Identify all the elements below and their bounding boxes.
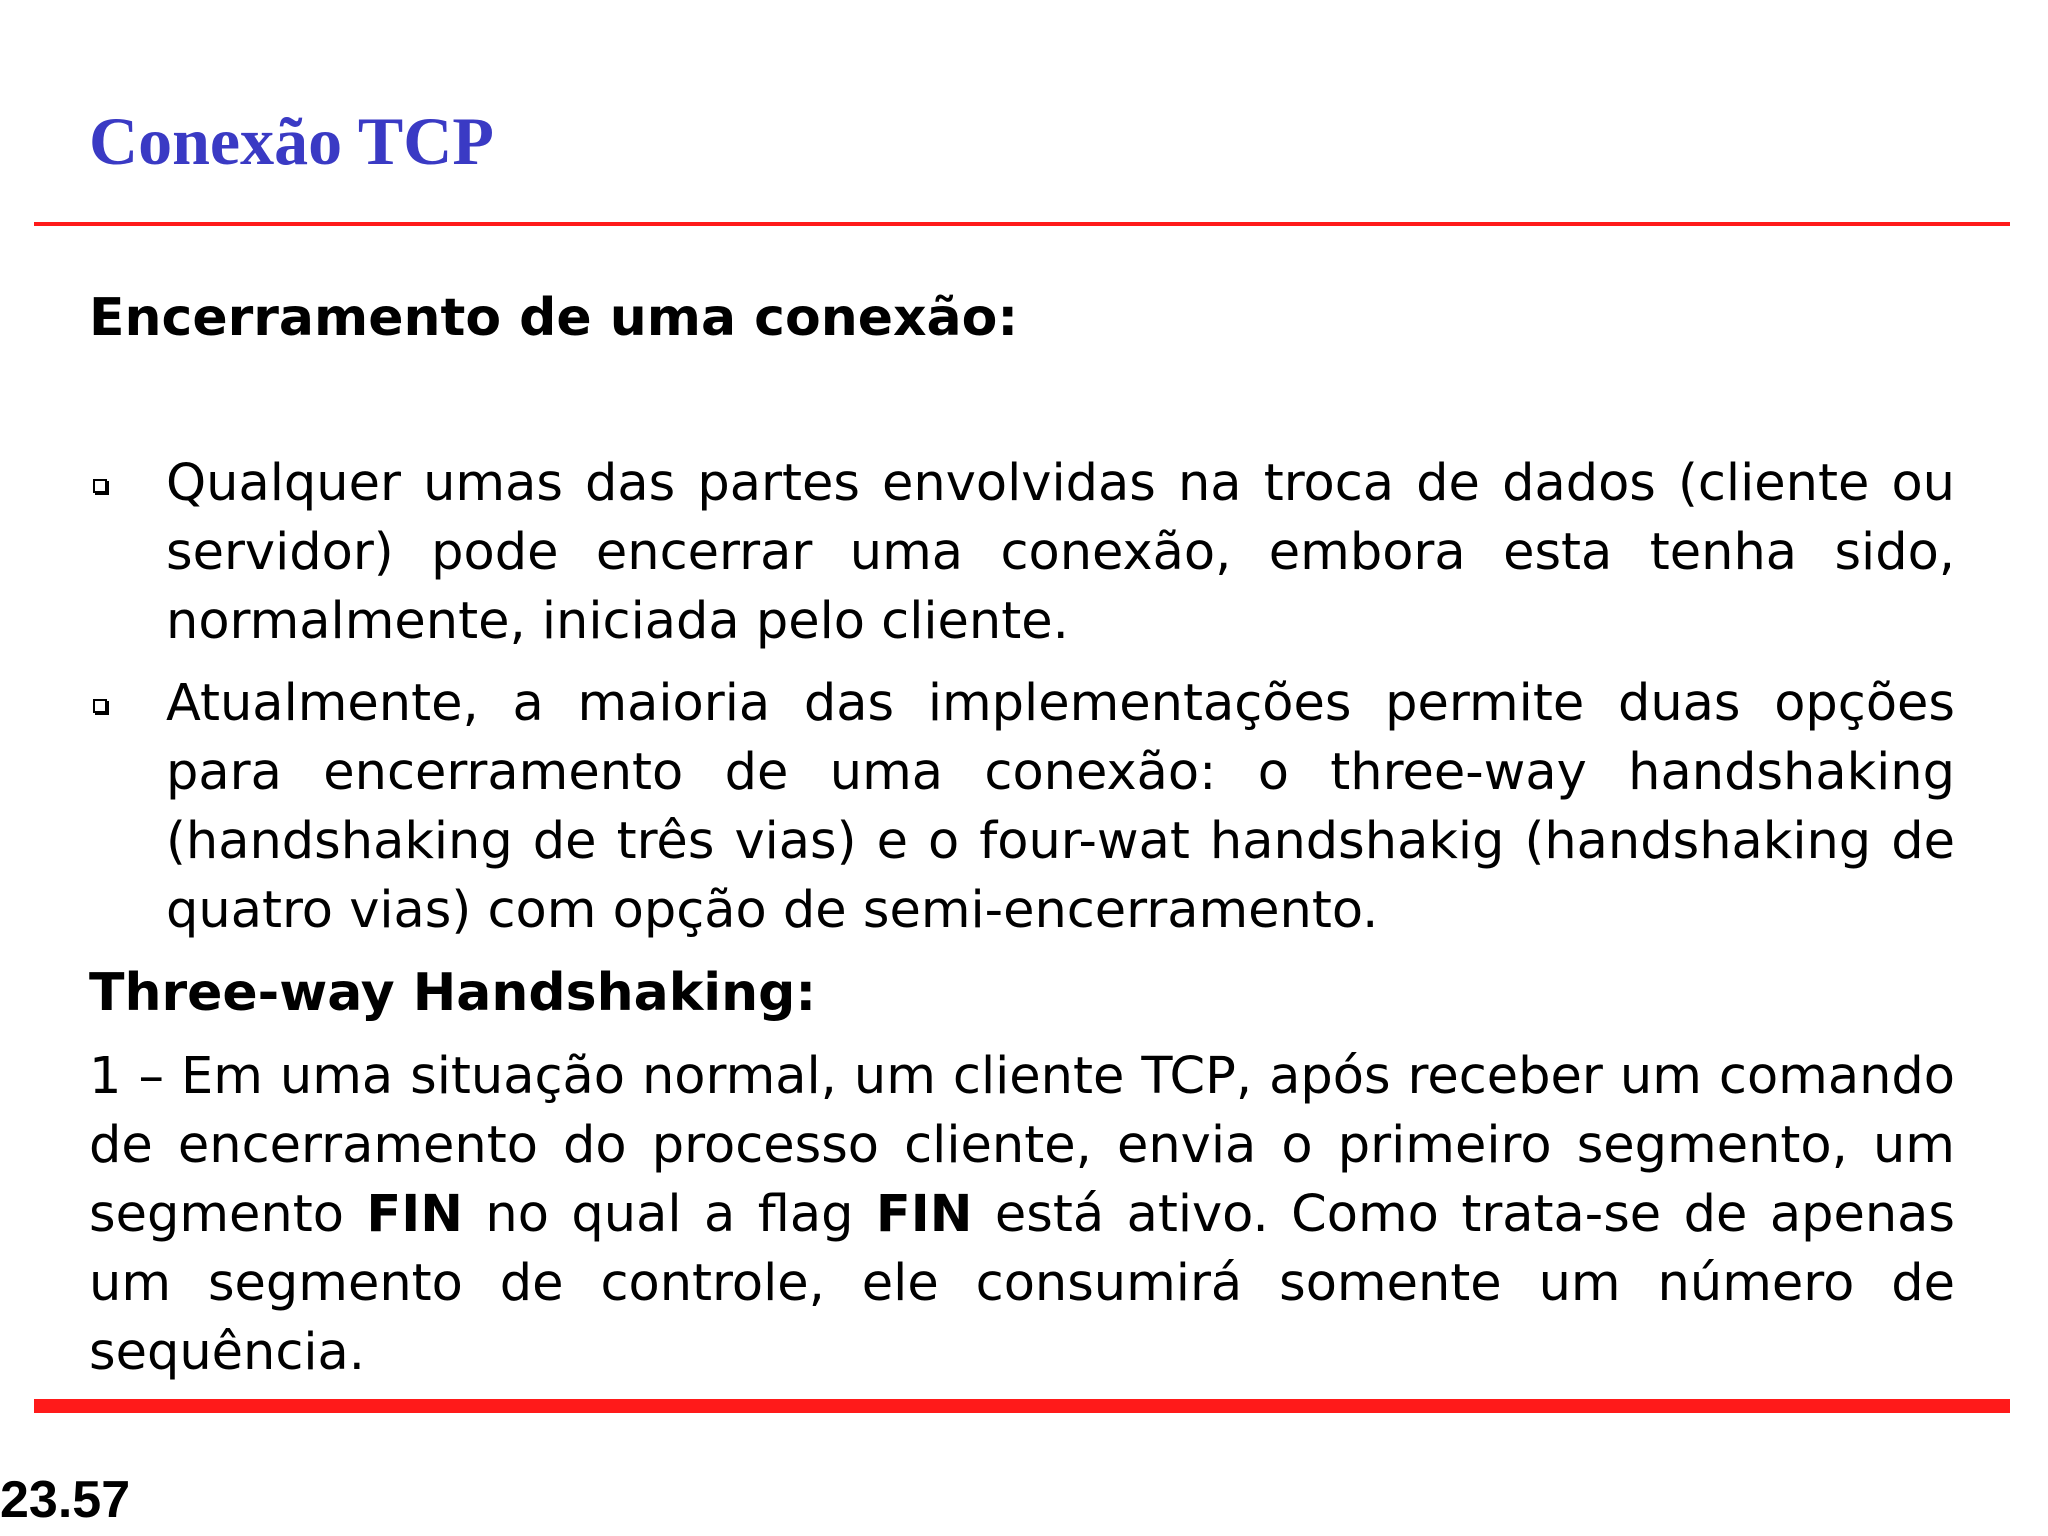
paragraph-text: no qual a flag [462,1185,876,1244]
bullet-text: Qualquer umas das partes envolvidas na troca de dados (cliente ou servidor) pode encerrar uma conexão, embora esta tenha sido, normalmente, iniciada pelo cliente. [166,454,1955,651]
list-item [89,669,1955,945]
slide-content [89,284,1955,1387]
slide-title: Conexão TCP [89,103,494,179]
hollow-square-bullet-icon [93,699,107,713]
bullet-list [89,449,1955,945]
bullet-text: Atualmente, a maioria das implementações permite duas opções para encerramento de uma conexão: o three-way handshaking (handshaking de três vias) e o four-wat handshakig (handshaking de quatro vias) com opção de semi-encerramento. [166,674,1955,940]
fin-keyword: FIN [366,1185,463,1244]
page-number: 23.57 [0,1471,131,1529]
list-item [89,449,1955,656]
paragraph-text: 1 – Em uma situação normal, um cliente TCP, após receber um comando de encerramento do processo cliente, envia o primeiro segmento, um segmento [89,1047,1955,1244]
title-divider [34,222,2010,226]
fin-keyword: FIN [875,1185,973,1244]
footer-divider [34,1399,2010,1413]
paragraph-text: está ativo. Como trata-se de apenas um segmento de controle, ele consumirá somente um número de sequência. [89,1185,1956,1382]
body-paragraph [89,1042,1955,1387]
section-heading-encerramento: Encerramento de uma conexão: [89,288,1019,348]
section-heading-three-way: Three-way Handshaking: [89,963,817,1023]
hollow-square-bullet-icon [93,479,107,493]
